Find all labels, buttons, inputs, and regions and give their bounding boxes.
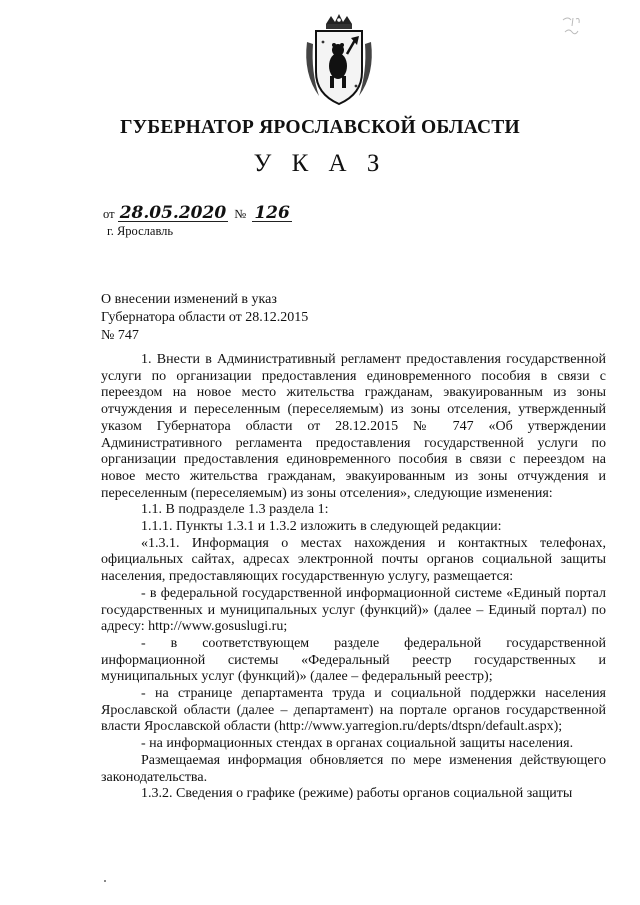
body-paragraph: 1.3.2. Сведения о графике (режиме) работы органов социальной защиты (141, 786, 573, 802)
issuing-authority-title: ГУБЕРНАТОР ЯРОСЛАВСКОЙ ОБЛАСТИ (120, 117, 520, 138)
body-paragraph: - в соответствующем разделе федеральной государственной информационной системы «Федеральный реестр государственных и муниципальных услуг (функций)» (далее – федеральный реестр); (101, 635, 606, 685)
decree-subject (101, 291, 308, 345)
date-prefix: от (103, 207, 115, 221)
number-label: № (234, 207, 247, 221)
subject-line: № 747 (101, 328, 139, 343)
body-paragraph: 1. Внести в Административный регламент предоставления государственной услуги по организации предоставления единовременного пособия в связи с переездом на новое место жительства гражданам, эвакуированным из зоны отчуждения и переселенным (переселяемым) из зоны отселения, утвержденный указом Губернатора области от 28.12.2015 № 747 «Об утверждении Административного регламента предоставления государственной услуги по организации предоставления единовременного пособия в связи с переездом на новое место жительства гражданам, эвакуированным из зоны отчуждения и переселенным (переселяемым) из зоны отселения», следующие изменения: (101, 352, 606, 501)
subject-line: О внесении изменений в указ (101, 292, 277, 307)
city-label: г. Ярославль (107, 224, 174, 238)
body-paragraph: - на странице департамента труда и социальной поддержки населения Ярославской области (далее – департамент) на портале органов государственной власти Ярославской области (http://www.yarregion.ru/depts/dtspn/default.aspx); (101, 686, 606, 735)
handwritten-mark-icon (560, 14, 592, 40)
body-paragraph: «1.3.1. Информация о местах нахождения и контактных телефонах, официальных сайтах, адресах электронной почты органов социальной защиты населения, предоставляющих государственную услугу, размещается: (101, 535, 606, 585)
body-paragraph: - на информационных стендах в органах социальной защиты населения. (141, 736, 574, 752)
body-paragraph: Размещаемая информация обновляется по мере изменения действующего законодательства. (101, 752, 606, 785)
decree-body (101, 352, 606, 803)
decree-number: 126 (254, 203, 290, 223)
date-number-line (103, 205, 292, 222)
coat-of-arms-icon (301, 14, 377, 106)
body-paragraph: 1.1.1. Пункты 1.3.1 и 1.3.2 изложить в следующей редакции: (141, 519, 502, 535)
scan-speck (104, 880, 106, 882)
body-paragraph: - в федеральной государственной информационной системе «Единый портал государственных и муниципальных услуг (функций)» (далее – Единый портал) по адресу: http://www.gosuslugi.ru; (101, 585, 606, 635)
document-type-heading: У К А З (253, 150, 387, 177)
body-paragraph: 1.1. В подразделе 1.3 раздела 1: (141, 502, 329, 518)
subject-line: Губернатора области от 28.12.2015 (101, 310, 309, 325)
decree-date: 28.05.2020 (119, 203, 227, 223)
